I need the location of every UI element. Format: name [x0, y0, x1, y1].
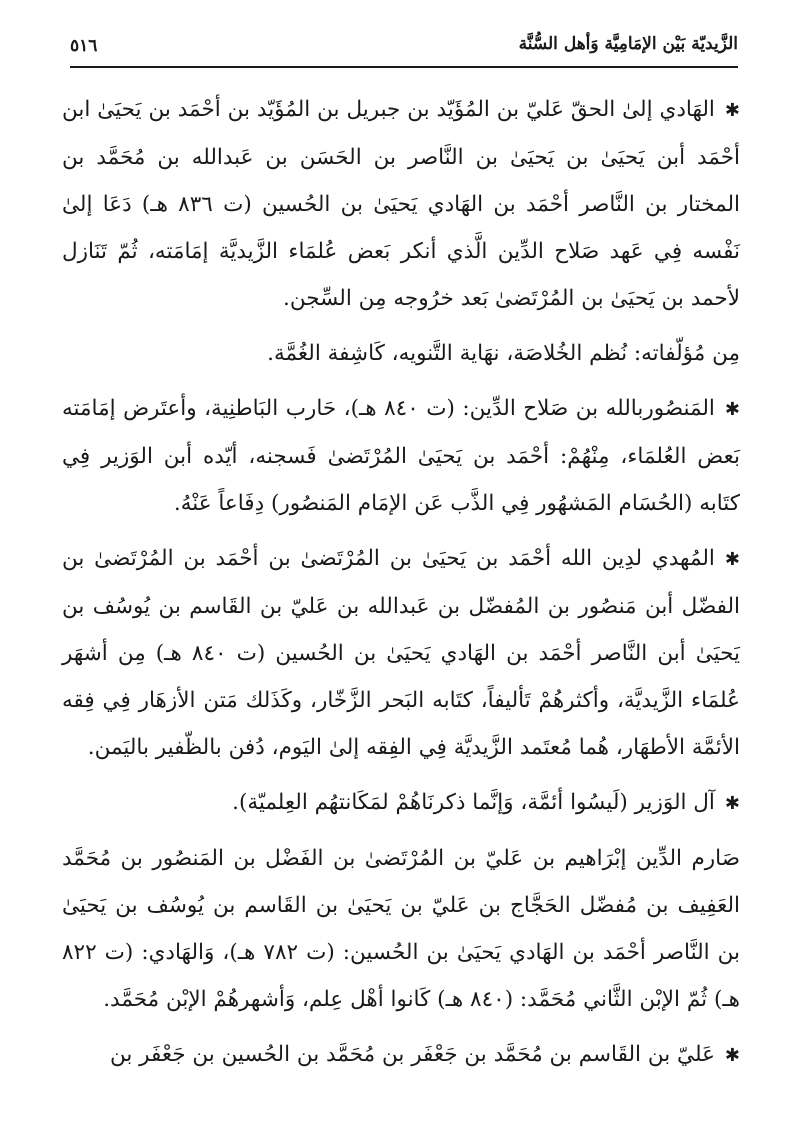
paragraph-ali-qasim	[62, 1031, 740, 1079]
paragraph-text: مِن مُؤلّفاته: نُظم الخُلاصَة، نهَاية التَّنويه، كَاشِفة الغُمَّة.	[267, 341, 740, 366]
bullet-star-icon: ✱	[724, 399, 740, 420]
paragraph-sarim	[62, 835, 740, 1023]
bullet-star-icon: ✱	[724, 793, 740, 814]
paragraph-text: الهَادي إلىٰ الحقّ عَليّ بن المُؤَيّد بن جبريل بن المُؤَيّد بن أحْمَد بن يَحيَىٰ ابن أحْمَد أبن يَحيَىٰ بن يَحيَىٰ بن النَّاصر بن الحَسَن بن عَبدالله بن مُحَمَّد بن المختار بن النَّاصر أحْمَد بن الهَادي يَحيَىٰ بن الحُسين (ت ٨٣٦ هـ) دَعَا إلىٰ نَفْسه فِي عَهد صَلاح الدِّين الَّذي أنكر بَعض عُلمَاء الزَّيديَّة إمَامَته، ثُمّ تَنَازل لأحمد بن يَحيَىٰ بن المُرْتَضىٰ بَعد خرُوجه مِن السِّجن.	[62, 97, 740, 311]
page-header	[70, 30, 738, 64]
running-title: الزَّيديّة بَيْن الإمَامِيَّة وَأهل السُّنَّة	[518, 34, 738, 54]
header-rule	[70, 66, 738, 68]
bullet-star-icon: ✱	[724, 549, 740, 570]
paragraph-hadi	[62, 86, 740, 322]
bullet-star-icon: ✱	[724, 100, 740, 121]
paragraph-text: المَنصُوربالله بن صَلاح الدِّين: (ت ٨٤٠ هـ)، حَارب البَاطنِية، وأعتَرض إمَامَته بَعض العُلمَاء، مِنْهُمْ: أحْمَد بن يَحيَىٰ المُرْتَضىٰ فَسجنه، أيّده أبن الوَزير فِي كتَابه (الحُسَام المَشهُور فِي الذَّب عَن الإمَام المَنصُور) دِفَاعاً عَنْهُ.	[62, 396, 740, 516]
paragraph-mahdi	[62, 535, 740, 771]
paragraph-text: المُهدي لدِين الله أحْمَد بن يَحيَىٰ بن المُرْتَضىٰ بن أحْمَد بن المُرْتَضىٰ بن الفضّل أبن مَنصُور بن المُفضّل بن عَبدالله بن عَليّ بن القَاسم بن يُوسُف بن يَحيَىٰ أبن النَّاصر أحْمَد بن الهَادي يَحيَىٰ بن الحُسين (ت ٨٤٠ هـ) مِن أشهَر عُلمَاء الزَّيديَّة، وأكثرهُمْ تَأليفاً، كتَابه البَحر الزَّخّار، وكَذَلك مَتن الأزهَار فِي فِقه الأئمَّة الأطهَار، هُما مُعتَمد الزَّيديَّة فِي الفِقه إلىٰ اليَوم، دُفن بالظّفير باليَمن.	[62, 546, 740, 760]
paragraph-text: عَليّ بن القَاسم بن مُحَمَّد بن جَعْفَر بن مُحَمَّد بن الحُسين بن جَعْفَر بن	[110, 1042, 715, 1067]
paragraph-text: صَارم الدِّين إبْرَاهيم بن عَليّ بن المُرْتَضىٰ بن الفَضْل بن المَنصُور بن مُحَمَّد العَفِيف بن مُفضّل الحَجَّاج بن عَليّ بن يَحيَىٰ بن القَاسم بن يُوسُف بن يَحيَىٰ بن النَّاصر أحْمَد بن الهَادي يَحيَىٰ بن الحُسين: (ت ٧٨٢ هـ)، وَالهَادي: (ت ٨٢٢ هـ) ثُمّ الإبْن الثَّاني مُحَمَّد: (٨٤٠ هـ) كَانوا أهْل عِلم، وَأشهرهُمْ الإبْن مُحَمَّد.	[62, 846, 740, 1012]
paragraph-mansur	[62, 385, 740, 527]
paragraph-works	[62, 330, 740, 377]
bullet-star-icon: ✱	[724, 1045, 740, 1066]
paragraph-al-wazir	[62, 779, 740, 827]
paragraph-text: آل الوَزير (لَيسُوا أئمَّة، وَإنَّما ذكرنَاهُمْ لمَكَانتهُم العِلميّة).	[232, 790, 715, 815]
page-body	[62, 86, 740, 1133]
page-number: ٥١٦	[70, 36, 98, 56]
